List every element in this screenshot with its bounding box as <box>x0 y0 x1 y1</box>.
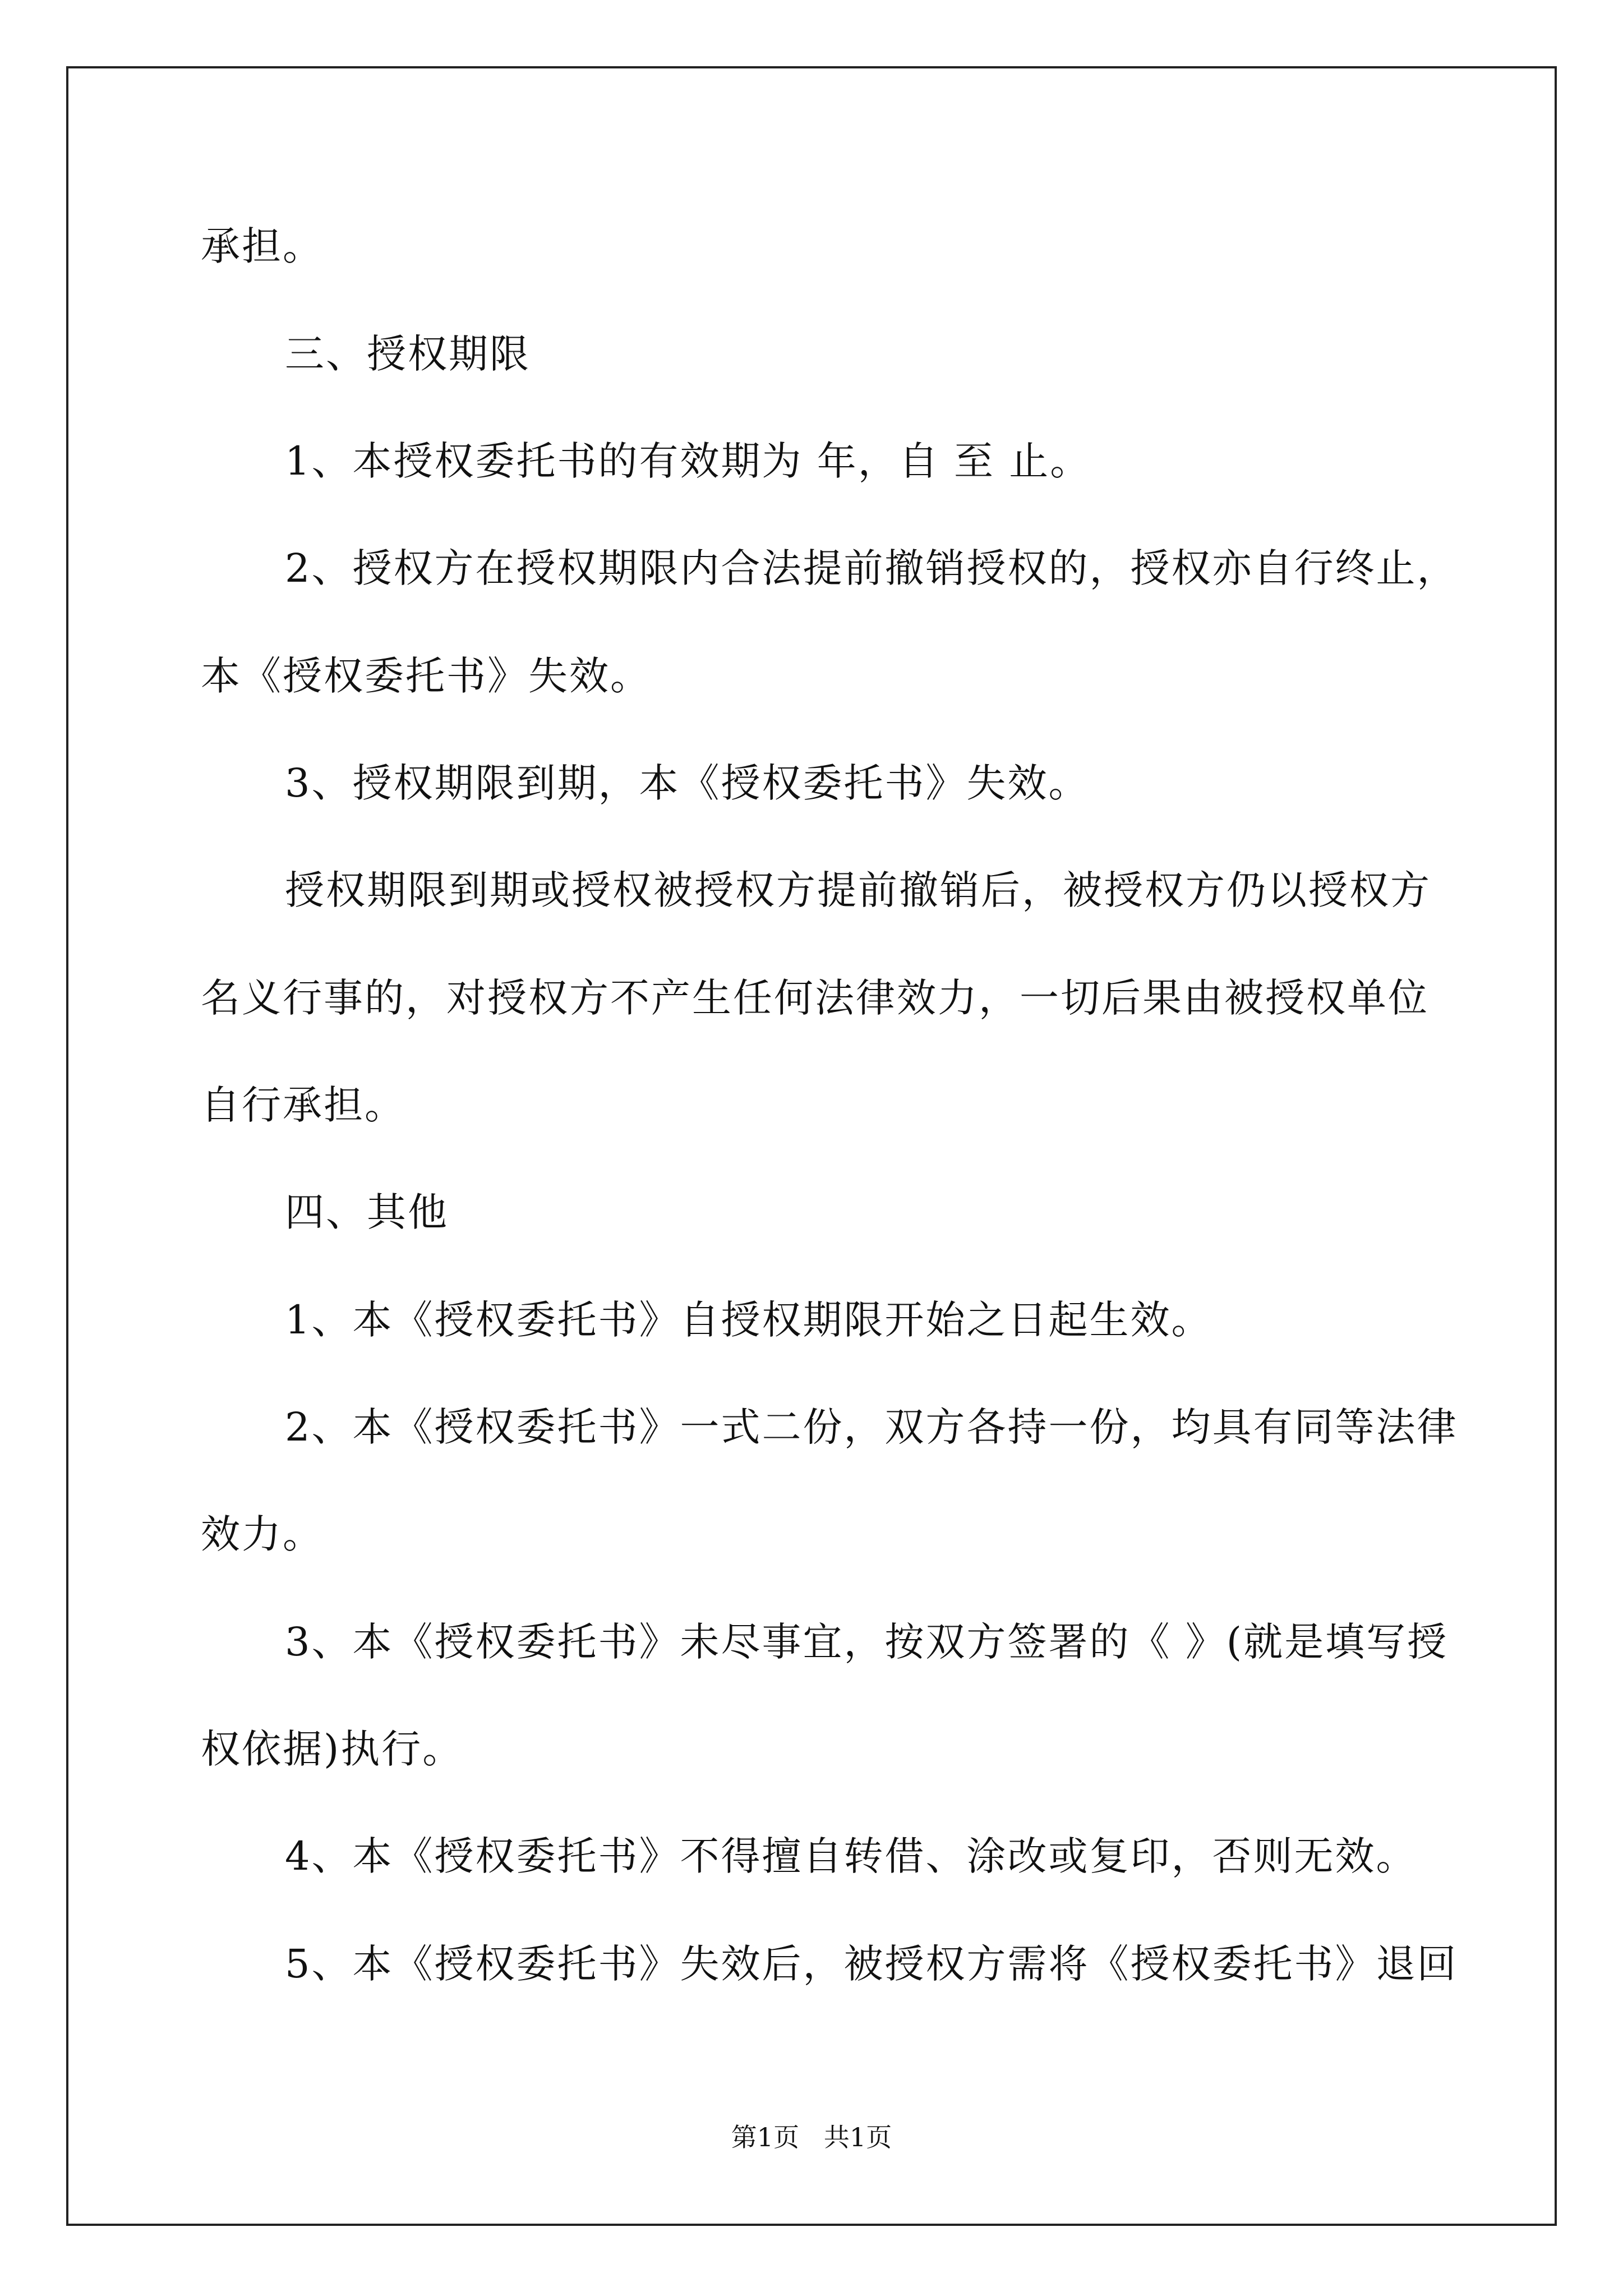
page-border <box>66 66 1557 2226</box>
section-heading: 三、授权期限 <box>285 331 531 377</box>
paragraph-line: 3、本《授权委托书》未尽事宜，按双方签署的《 》(就是填写授 <box>285 1619 1449 1665</box>
paragraph-line: 本《授权委托书》失效。 <box>201 653 651 699</box>
paragraph-line: 4、本《授权委托书》不得擅自转借、涂改或复印，否则无效。 <box>285 1833 1417 1879</box>
paragraph-line: 承担。 <box>201 223 324 269</box>
paragraph-line: 2、授权方在授权期限内合法提前撤销授权的，授权亦自行终止， <box>285 545 1458 591</box>
paragraph-line: 权依据)执行。 <box>201 1726 464 1772</box>
paragraph-line: 1、本授权委托书的有效期为 年，自 至 止。 <box>285 438 1091 484</box>
paragraph-line: 1、本《授权委托书》自授权期限开始之日起生效。 <box>285 1297 1212 1343</box>
paragraph-line: 2、本《授权委托书》一式二份，双方各持一份，均具有同等法律 <box>285 1404 1458 1450</box>
paragraph-line: 自行承担。 <box>201 1082 405 1128</box>
paragraph-line: 5、本《授权委托书》失效后，被授权方需将《授权委托书》退回 <box>285 1941 1458 1987</box>
section-heading: 四、其他 <box>285 1189 449 1235</box>
paragraph-line: 效力。 <box>201 1511 324 1557</box>
page-number-footer: 第1页 共1页 <box>731 2122 892 2152</box>
paragraph-line: 名义行事的，对授权方不产生任何法律效力，一切后果由被授权单位 <box>201 975 1429 1021</box>
paragraph-line: 3、授权期限到期，本《授权委托书》失效。 <box>285 760 1090 806</box>
paragraph-line: 授权期限到期或授权被授权方提前撤销后，被授权方仍以授权方 <box>285 867 1431 913</box>
